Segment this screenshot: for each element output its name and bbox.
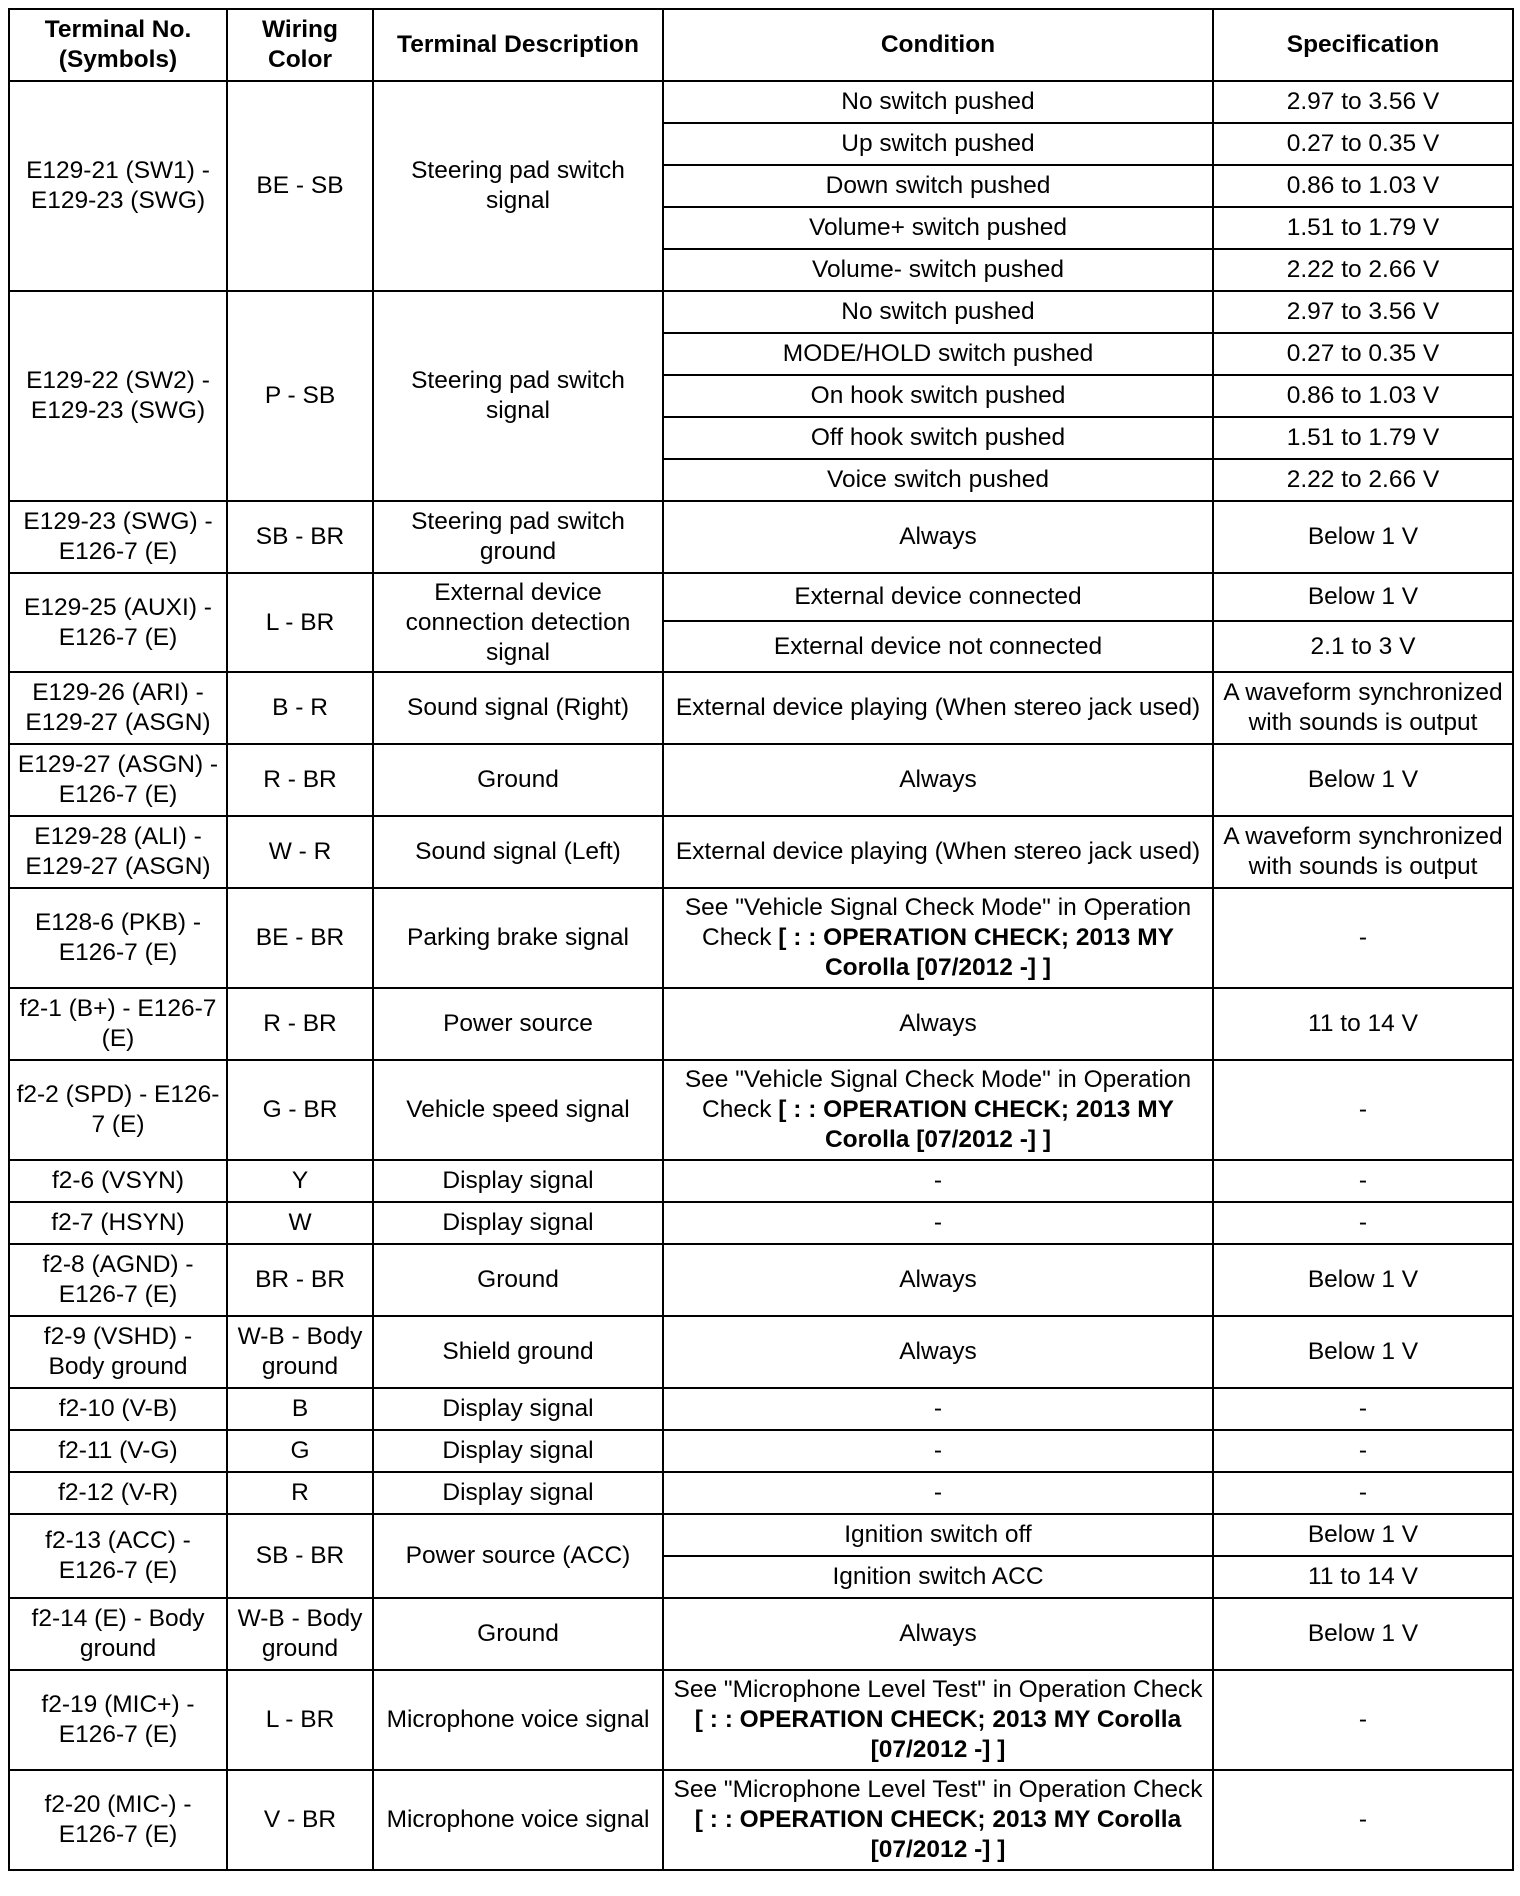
- condition-text: -: [933, 1479, 943, 1506]
- terminal-description-cell: Microphone voice signal: [373, 1670, 663, 1770]
- condition-text: See "Vehicle Signal Check Mode" in Operation Check: [684, 1066, 1192, 1123]
- operation-check-link[interactable]: [ : : OPERATION CHECK; 2013 MY Corolla [07/2012 -] ]: [778, 924, 1174, 981]
- wiring-color-cell: W-B - Body ground: [227, 1316, 373, 1388]
- condition-text: No switch pushed: [841, 88, 1035, 115]
- specification-cell: 11 to 14 V: [1213, 988, 1513, 1060]
- specification-cell: 2.97 to 3.56 V: [1213, 81, 1513, 123]
- wiring-color-cell: W: [227, 1202, 373, 1244]
- terminal-description-cell: Ground: [373, 1598, 663, 1670]
- condition-cell: [663, 375, 1213, 417]
- condition-cell: [663, 1430, 1213, 1472]
- terminal-description-cell: External device connection detection signal: [373, 573, 663, 672]
- specification-cell: 0.86 to 1.03 V: [1213, 165, 1513, 207]
- terminal-cell: E129-25 (AUXI) - E126-7 (E): [9, 573, 227, 672]
- header-terminal-description: Terminal Description: [373, 9, 663, 81]
- terminal-description-cell: Steering pad switch ground: [373, 501, 663, 573]
- table-row: [9, 988, 1513, 1060]
- wiring-color-cell: Y: [227, 1160, 373, 1202]
- wiring-color-cell: P - SB: [227, 291, 373, 501]
- specification-cell: Below 1 V: [1213, 573, 1513, 621]
- specification-cell: Below 1 V: [1213, 744, 1513, 816]
- specification-cell: 11 to 14 V: [1213, 1556, 1513, 1598]
- terminal-cell: E129-23 (SWG) - E126-7 (E): [9, 501, 227, 573]
- condition-cell: [663, 249, 1213, 291]
- condition-text: -: [933, 1395, 943, 1422]
- header-specification: Specification: [1213, 9, 1513, 81]
- wiring-color-cell: SB - BR: [227, 501, 373, 573]
- terminal-cell: f2-12 (V-R): [9, 1472, 227, 1514]
- condition-cell: [663, 1316, 1213, 1388]
- table-body: [9, 81, 1513, 1870]
- table-row: [9, 888, 1513, 988]
- condition-text: -: [933, 1209, 943, 1236]
- terminal-description-cell: Steering pad switch signal: [373, 291, 663, 501]
- wiring-color-cell: L - BR: [227, 573, 373, 672]
- table-row: [9, 1598, 1513, 1670]
- condition-cell: [663, 621, 1213, 672]
- condition-text: Always: [899, 766, 977, 793]
- table-row: [9, 744, 1513, 816]
- terminal-cell: f2-13 (ACC) - E126-7 (E): [9, 1514, 227, 1598]
- header-terminal: Terminal No. (Symbols): [9, 9, 227, 81]
- specification-cell: 0.86 to 1.03 V: [1213, 375, 1513, 417]
- wiring-color-cell: BR - BR: [227, 1244, 373, 1316]
- specification-cell: -: [1213, 888, 1513, 988]
- terminal-cell: f2-10 (V-B): [9, 1388, 227, 1430]
- terminal-description-cell: Display signal: [373, 1160, 663, 1202]
- specification-cell: 2.1 to 3 V: [1213, 621, 1513, 672]
- condition-text: MODE/HOLD switch pushed: [782, 340, 1094, 367]
- operation-check-link[interactable]: [ : : OPERATION CHECK; 2013 MY Corolla [07/2012 -] ]: [694, 1806, 1182, 1863]
- wiring-color-cell: W - R: [227, 816, 373, 888]
- terminal-cell: f2-20 (MIC-) - E126-7 (E): [9, 1770, 227, 1870]
- condition-text: Volume- switch pushed: [812, 256, 1064, 283]
- table-row: [9, 816, 1513, 888]
- wiring-color-cell: BE - SB: [227, 81, 373, 291]
- wiring-color-cell: L - BR: [227, 1670, 373, 1770]
- condition-text: Always: [899, 1338, 977, 1365]
- wiring-color-cell: BE - BR: [227, 888, 373, 988]
- condition-text: No switch pushed: [841, 298, 1035, 325]
- terminal-description-cell: Sound signal (Left): [373, 816, 663, 888]
- wiring-color-cell: R - BR: [227, 744, 373, 816]
- specification-cell: -: [1213, 1472, 1513, 1514]
- table-row: [9, 1316, 1513, 1388]
- terminal-description-cell: Parking brake signal: [373, 888, 663, 988]
- header-wiring-color: Wiring Color: [227, 9, 373, 81]
- wiring-color-cell: W-B - Body ground: [227, 1598, 373, 1670]
- terminal-cell: E129-26 (ARI) - E129-27 (ASGN): [9, 672, 227, 744]
- specification-cell: 2.97 to 3.56 V: [1213, 291, 1513, 333]
- table-row: [9, 1472, 1513, 1514]
- condition-text: Always: [899, 1620, 977, 1647]
- condition-text: Up switch pushed: [841, 130, 1035, 157]
- condition-text: Always: [899, 523, 977, 550]
- header-condition: Condition: [663, 9, 1213, 81]
- condition-cell: [663, 459, 1213, 501]
- condition-cell: [663, 501, 1213, 573]
- condition-text: Down switch pushed: [825, 172, 1051, 199]
- condition-cell: [663, 291, 1213, 333]
- condition-cell: [663, 1514, 1213, 1556]
- condition-text: Always: [899, 1010, 977, 1037]
- wiring-color-cell: R: [227, 1472, 373, 1514]
- condition-cell: [663, 1770, 1213, 1870]
- condition-cell: [663, 207, 1213, 249]
- terminal-cell: f2-8 (AGND) - E126-7 (E): [9, 1244, 227, 1316]
- condition-cell: [663, 1670, 1213, 1770]
- condition-text: External device playing (When stereo jack used): [675, 694, 1201, 721]
- header-row: [9, 9, 1513, 81]
- wiring-color-cell: SB - BR: [227, 1514, 373, 1598]
- terminal-description-cell: Power source: [373, 988, 663, 1060]
- table-row: [9, 1160, 1513, 1202]
- condition-text: See "Vehicle Signal Check Mode" in Operation Check: [684, 894, 1192, 951]
- table-row: [9, 1244, 1513, 1316]
- condition-cell: [663, 1556, 1213, 1598]
- terminal-description-cell: Microphone voice signal: [373, 1770, 663, 1870]
- condition-text: Volume+ switch pushed: [808, 214, 1068, 241]
- condition-text: Ignition switch ACC: [832, 1563, 1044, 1590]
- wiring-color-cell: G: [227, 1430, 373, 1472]
- specification-cell: -: [1213, 1430, 1513, 1472]
- specification-cell: -: [1213, 1670, 1513, 1770]
- condition-cell: [663, 1388, 1213, 1430]
- terminal-cell: E129-22 (SW2) - E129-23 (SWG): [9, 291, 227, 501]
- table-row: [9, 573, 1513, 621]
- condition-text: Off hook switch pushed: [810, 424, 1066, 451]
- wiring-color-cell: V - BR: [227, 1770, 373, 1870]
- terminal-cell: f2-6 (VSYN): [9, 1160, 227, 1202]
- condition-cell: [663, 573, 1213, 621]
- terminal-description-cell: Display signal: [373, 1202, 663, 1244]
- terminal-description-cell: Steering pad switch signal: [373, 81, 663, 291]
- specification-cell: 0.27 to 0.35 V: [1213, 123, 1513, 165]
- specification-cell: -: [1213, 1388, 1513, 1430]
- table-row: [9, 1670, 1513, 1770]
- terminal-cell: f2-1 (B+) - E126-7 (E): [9, 988, 227, 1060]
- table-row: [9, 81, 1513, 123]
- terminal-description-cell: Ground: [373, 744, 663, 816]
- wiring-color-cell: G - BR: [227, 1060, 373, 1160]
- condition-text: See "Microphone Level Test" in Operation Check: [673, 1776, 1203, 1803]
- terminal-cell: E129-21 (SW1) - E129-23 (SWG): [9, 81, 227, 291]
- terminal-description-cell: Power source (ACC): [373, 1514, 663, 1598]
- terminal-description-cell: Display signal: [373, 1388, 663, 1430]
- terminal-description-cell: Sound signal (Right): [373, 672, 663, 744]
- specification-cell: -: [1213, 1770, 1513, 1870]
- condition-text: -: [933, 1437, 943, 1464]
- specification-cell: 1.51 to 1.79 V: [1213, 207, 1513, 249]
- terminal-description-cell: Display signal: [373, 1430, 663, 1472]
- condition-text: On hook switch pushed: [810, 382, 1066, 409]
- condition-text: Voice switch pushed: [827, 466, 1049, 493]
- table-row: [9, 1388, 1513, 1430]
- table-row: [9, 672, 1513, 744]
- terminal-cell: f2-9 (VSHD) - Body ground: [9, 1316, 227, 1388]
- specification-cell: Below 1 V: [1213, 501, 1513, 573]
- specification-cell: 2.22 to 2.66 V: [1213, 249, 1513, 291]
- condition-text: Ignition switch off: [844, 1521, 1032, 1548]
- condition-cell: [663, 1244, 1213, 1316]
- condition-text: External device playing (When stereo jack used): [675, 838, 1201, 865]
- condition-cell: [663, 888, 1213, 988]
- specification-cell: -: [1213, 1160, 1513, 1202]
- condition-cell: [663, 1160, 1213, 1202]
- condition-text: -: [933, 1167, 943, 1194]
- terminal-table-wrapper: [8, 8, 1512, 1871]
- condition-text: See "Microphone Level Test" in Operation Check: [673, 1676, 1203, 1703]
- table-row: [9, 501, 1513, 573]
- specification-cell: 0.27 to 0.35 V: [1213, 333, 1513, 375]
- table-row: [9, 1060, 1513, 1160]
- specification-cell: 2.22 to 2.66 V: [1213, 459, 1513, 501]
- condition-cell: [663, 1060, 1213, 1160]
- table-row: [9, 1514, 1513, 1556]
- wiring-color-cell: B: [227, 1388, 373, 1430]
- condition-text: External device connected: [794, 583, 1082, 610]
- table-row: [9, 291, 1513, 333]
- table-row: [9, 1430, 1513, 1472]
- operation-check-link[interactable]: [ : : OPERATION CHECK; 2013 MY Corolla [07/2012 -] ]: [778, 1096, 1174, 1153]
- condition-cell: [663, 816, 1213, 888]
- terminal-cell: E129-28 (ALI) - E129-27 (ASGN): [9, 816, 227, 888]
- specification-cell: 1.51 to 1.79 V: [1213, 417, 1513, 459]
- terminal-description-cell: Ground: [373, 1244, 663, 1316]
- specification-cell: -: [1213, 1060, 1513, 1160]
- wiring-color-cell: R - BR: [227, 988, 373, 1060]
- condition-cell: [663, 744, 1213, 816]
- terminal-description-cell: Display signal: [373, 1472, 663, 1514]
- terminal-cell: f2-11 (V-G): [9, 1430, 227, 1472]
- specification-cell: Below 1 V: [1213, 1598, 1513, 1670]
- terminal-cell: f2-19 (MIC+) - E126-7 (E): [9, 1670, 227, 1770]
- terminal-spec-table: [8, 8, 1514, 1871]
- condition-cell: [663, 81, 1213, 123]
- condition-cell: [663, 1202, 1213, 1244]
- terminal-cell: f2-7 (HSYN): [9, 1202, 227, 1244]
- condition-cell: [663, 988, 1213, 1060]
- condition-text: External device not connected: [773, 632, 1103, 660]
- terminal-cell: E129-27 (ASGN) - E126-7 (E): [9, 744, 227, 816]
- specification-cell: A waveform synchronized with sounds is output: [1213, 672, 1513, 744]
- operation-check-link[interactable]: [ : : OPERATION CHECK; 2013 MY Corolla [07/2012 -] ]: [694, 1706, 1182, 1763]
- wiring-color-cell: B - R: [227, 672, 373, 744]
- condition-cell: [663, 1472, 1213, 1514]
- specification-cell: Below 1 V: [1213, 1514, 1513, 1556]
- condition-cell: [663, 417, 1213, 459]
- terminal-cell: f2-2 (SPD) - E126-7 (E): [9, 1060, 227, 1160]
- table-row: [9, 1770, 1513, 1870]
- terminal-description-cell: Shield ground: [373, 1316, 663, 1388]
- condition-cell: [663, 672, 1213, 744]
- terminal-description-cell: Vehicle speed signal: [373, 1060, 663, 1160]
- terminal-cell: f2-14 (E) - Body ground: [9, 1598, 227, 1670]
- condition-cell: [663, 123, 1213, 165]
- condition-text: Always: [899, 1266, 977, 1293]
- condition-cell: [663, 333, 1213, 375]
- condition-cell: [663, 165, 1213, 207]
- specification-cell: Below 1 V: [1213, 1244, 1513, 1316]
- table-row: [9, 1202, 1513, 1244]
- terminal-cell: E128-6 (PKB) - E126-7 (E): [9, 888, 227, 988]
- specification-cell: A waveform synchronized with sounds is output: [1213, 816, 1513, 888]
- specification-cell: -: [1213, 1202, 1513, 1244]
- specification-cell: Below 1 V: [1213, 1316, 1513, 1388]
- condition-cell: [663, 1598, 1213, 1670]
